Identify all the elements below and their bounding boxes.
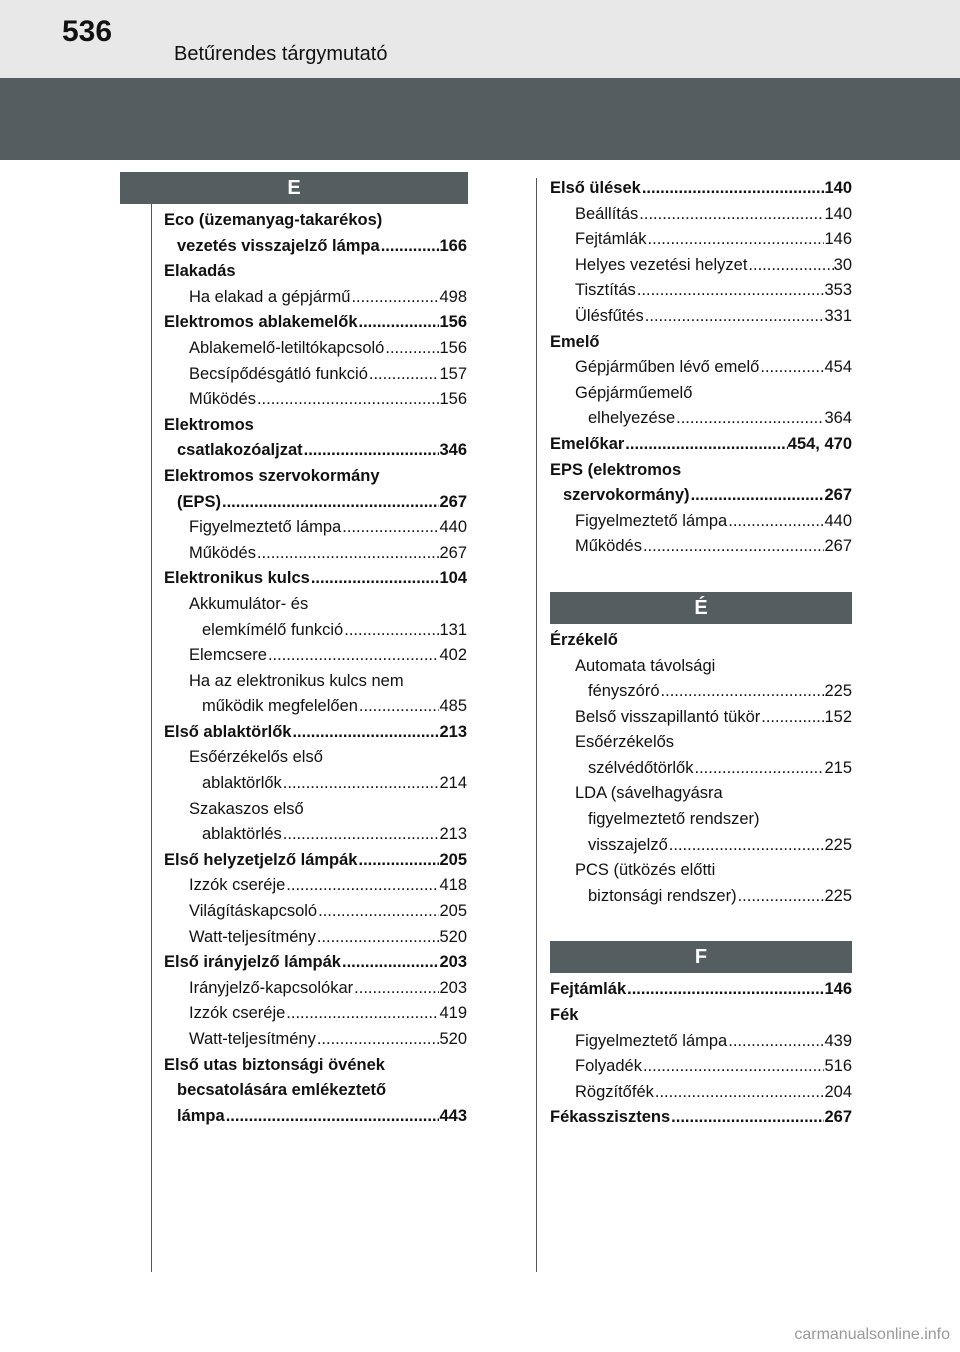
dot-leader bbox=[316, 1027, 440, 1053]
index-entry bbox=[164, 438, 467, 464]
dot-leader bbox=[256, 387, 440, 413]
entry-page-ref: 30 bbox=[833, 255, 852, 274]
index-entry bbox=[550, 432, 852, 458]
entry-term: Elemcsere bbox=[189, 646, 267, 665]
dot-leader bbox=[256, 541, 440, 567]
index-subentry bbox=[164, 797, 467, 823]
index-entry bbox=[550, 483, 852, 509]
entry-term: Gépjárműben lévő emelő bbox=[575, 358, 760, 377]
dot-leader bbox=[642, 534, 825, 560]
entry-page-ref: 205 bbox=[439, 850, 467, 869]
entry-page-ref: 146 bbox=[824, 230, 852, 249]
entry-term: Gépjárműemelő bbox=[575, 383, 693, 402]
index-entry bbox=[550, 176, 852, 202]
entry-term: Fejtámlák bbox=[575, 230, 647, 249]
dot-leader bbox=[660, 679, 825, 705]
section-letter-heading: F bbox=[550, 941, 852, 973]
entry-page-ref: 146 bbox=[824, 980, 852, 999]
entry-term: Akkumulátor- és bbox=[189, 594, 309, 613]
entry-page-ref: 454, 470 bbox=[787, 434, 852, 453]
entry-page-ref: 214 bbox=[439, 774, 467, 793]
entry-term: Működés bbox=[189, 390, 256, 409]
entry-term: Figyelmeztető lámpa bbox=[575, 1031, 728, 1050]
dot-leader bbox=[747, 253, 833, 279]
index-entry bbox=[164, 848, 467, 874]
index-subentry bbox=[550, 730, 852, 756]
entry-term: visszajelző bbox=[588, 835, 668, 854]
entry-page-ref: 157 bbox=[439, 364, 467, 383]
entry-page-ref: 203 bbox=[439, 953, 467, 972]
header-bar bbox=[0, 0, 960, 78]
dot-leader bbox=[225, 1104, 440, 1130]
index-subentry bbox=[164, 643, 467, 669]
entry-page-ref: 156 bbox=[439, 390, 467, 409]
dot-leader bbox=[727, 1029, 824, 1055]
entry-term: Működés bbox=[189, 543, 256, 562]
dot-leader bbox=[353, 976, 439, 1002]
entry-page-ref: 213 bbox=[439, 825, 467, 844]
dot-leader bbox=[282, 771, 440, 797]
dot-leader bbox=[759, 355, 824, 381]
dot-leader bbox=[358, 310, 440, 336]
entry-page-ref: 419 bbox=[439, 1004, 467, 1023]
entry-term: Ülésfűtés bbox=[575, 306, 644, 325]
index-subentry bbox=[550, 406, 852, 432]
entry-page-ref: 454 bbox=[824, 358, 852, 377]
index-entry bbox=[164, 310, 467, 336]
entry-term: Folyadék bbox=[575, 1057, 642, 1076]
index-entry bbox=[164, 720, 467, 746]
index-subentry bbox=[164, 515, 467, 541]
index-subentry bbox=[550, 355, 852, 381]
index-subentry bbox=[164, 1001, 467, 1027]
index-subentry bbox=[550, 202, 852, 228]
entry-page-ref: 364 bbox=[824, 409, 852, 428]
index-entry bbox=[164, 490, 467, 516]
index-subentry bbox=[164, 541, 467, 567]
entry-term: ablaktörlők bbox=[202, 774, 282, 793]
index-subentry bbox=[164, 694, 467, 720]
index-entry bbox=[164, 1104, 467, 1130]
entry-term: Világításkapcsoló bbox=[189, 902, 318, 921]
index-subentry bbox=[550, 278, 852, 304]
entry-term: EPS (elektromos bbox=[550, 460, 682, 479]
index-subentry bbox=[550, 756, 852, 782]
entry-page-ref: 140 bbox=[824, 179, 852, 197]
index-subentry bbox=[164, 976, 467, 1002]
index-entry bbox=[164, 1078, 467, 1104]
entry-term: Becsípődésgátló funkció bbox=[189, 364, 368, 383]
index-entry bbox=[550, 977, 852, 1003]
entry-term: Elektronikus kulcs bbox=[164, 569, 310, 588]
entry-term: Esőérzékelős bbox=[575, 733, 675, 752]
dot-leader bbox=[368, 362, 440, 388]
dot-leader bbox=[380, 234, 440, 260]
index-subentry bbox=[164, 873, 467, 899]
entry-page-ref: 402 bbox=[439, 646, 467, 665]
index-subentry bbox=[164, 362, 467, 388]
index-subentry bbox=[164, 745, 467, 771]
entry-page-ref: 267 bbox=[824, 486, 852, 505]
entry-page-ref: 225 bbox=[824, 886, 852, 905]
index-subentry bbox=[164, 285, 467, 311]
index-subentry bbox=[550, 807, 852, 833]
entry-term: Emelőkar bbox=[550, 434, 625, 453]
index-subentry bbox=[164, 925, 467, 951]
entry-term: Helyes vezetési helyzet bbox=[575, 255, 748, 274]
index-entry bbox=[164, 566, 467, 592]
entry-page-ref: 267 bbox=[439, 543, 467, 562]
entry-term: Esőérzékelős első bbox=[189, 748, 323, 767]
entry-page-ref: 156 bbox=[439, 338, 467, 357]
dot-leader bbox=[291, 720, 439, 746]
index-subentry bbox=[164, 822, 467, 848]
dot-leader bbox=[668, 833, 825, 859]
index-entry bbox=[164, 464, 467, 490]
entry-term: Figyelmeztető lámpa bbox=[189, 518, 342, 537]
entry-term: Rögzítőfék bbox=[575, 1082, 654, 1101]
index-subentry bbox=[550, 1029, 852, 1055]
index-subentry bbox=[164, 669, 467, 695]
entry-page-ref: 353 bbox=[824, 281, 852, 300]
entry-term: Szakaszos első bbox=[189, 799, 304, 818]
entry-term: Első ablaktörlők bbox=[164, 722, 292, 741]
entry-term: Fék bbox=[550, 1006, 579, 1025]
index-subentry bbox=[164, 336, 467, 362]
entry-term: figyelmeztető rendszer) bbox=[588, 810, 760, 829]
dot-leader bbox=[644, 304, 825, 330]
entry-term: Tisztítás bbox=[575, 281, 636, 300]
dot-leader bbox=[341, 515, 439, 541]
dot-leader bbox=[341, 950, 439, 976]
entry-page-ref: 418 bbox=[439, 876, 467, 895]
entry-term: Izzók cseréje bbox=[189, 876, 286, 895]
dot-leader bbox=[727, 509, 824, 535]
dot-leader bbox=[384, 336, 439, 362]
dot-leader bbox=[626, 977, 824, 1003]
running-title: Betűrendes tárgymutató bbox=[174, 43, 388, 65]
entry-page-ref: 485 bbox=[439, 697, 467, 716]
index-subentry bbox=[164, 771, 467, 797]
entry-page-ref: 267 bbox=[824, 1108, 852, 1127]
index-subentry bbox=[550, 509, 852, 535]
index-entry bbox=[164, 413, 467, 439]
entry-page-ref: 267 bbox=[824, 537, 852, 556]
index-subentry bbox=[550, 1054, 852, 1080]
entry-page-ref: 443 bbox=[439, 1106, 467, 1125]
entry-term: szélvédőtörlők bbox=[588, 758, 694, 777]
entry-term: Elektromos szervokormány bbox=[164, 466, 380, 485]
entry-term: Beállítás bbox=[575, 204, 639, 223]
entry-term: Izzók cseréje bbox=[189, 1004, 286, 1023]
header-band bbox=[0, 78, 960, 160]
index-subentry bbox=[164, 1027, 467, 1053]
section-gap bbox=[550, 909, 852, 941]
index-entry bbox=[550, 628, 852, 654]
dot-leader bbox=[358, 848, 440, 874]
dot-leader bbox=[267, 643, 440, 669]
dot-leader bbox=[343, 618, 439, 644]
entry-term: becsatolására emlékeztető bbox=[177, 1081, 387, 1100]
index-entry bbox=[550, 330, 852, 356]
footer-watermark: carmanualsonline.info bbox=[794, 1326, 950, 1343]
entry-page-ref: 203 bbox=[439, 978, 467, 997]
entry-term: Elektromos bbox=[164, 415, 254, 434]
entry-term: szervokormány) bbox=[563, 486, 690, 505]
entry-page-ref: 520 bbox=[439, 927, 467, 946]
index-subentry bbox=[550, 679, 852, 705]
index-entry bbox=[164, 208, 467, 234]
entry-term: Belső visszapillantó tükör bbox=[575, 707, 761, 726]
dot-leader bbox=[285, 873, 439, 899]
entry-term: Elektromos ablakemelők bbox=[164, 313, 358, 332]
entry-page-ref: 152 bbox=[824, 707, 852, 726]
entry-page-ref: 131 bbox=[439, 620, 467, 639]
entry-page-ref: 331 bbox=[824, 306, 852, 325]
dot-leader bbox=[642, 1054, 825, 1080]
entry-page-ref: 267 bbox=[439, 492, 467, 511]
column-rule-right bbox=[536, 178, 537, 1272]
entry-page-ref: 205 bbox=[439, 902, 467, 921]
index-subentry bbox=[550, 381, 852, 407]
index-subentry bbox=[550, 304, 852, 330]
section-letter-heading: E bbox=[120, 172, 468, 204]
index-subentry bbox=[550, 654, 852, 680]
entry-term: PCS (ütközés előtti bbox=[575, 861, 716, 880]
entry-term: elhelyezése bbox=[588, 409, 676, 428]
index-subentry bbox=[164, 618, 467, 644]
entry-page-ref: 215 bbox=[824, 758, 852, 777]
entry-term: Első ülések bbox=[550, 179, 641, 197]
entry-term: Elakadás bbox=[164, 262, 236, 281]
index-entry bbox=[550, 1003, 852, 1029]
index-subentry bbox=[550, 227, 852, 253]
index-entry bbox=[164, 259, 467, 285]
entry-term: Első utas biztonsági övének bbox=[164, 1055, 385, 1074]
dot-leader bbox=[358, 694, 440, 720]
entry-page-ref: 166 bbox=[439, 236, 467, 255]
entry-term: csatlakozóaljzat bbox=[177, 441, 303, 460]
dot-leader bbox=[675, 406, 824, 432]
dot-leader bbox=[285, 1001, 439, 1027]
entry-page-ref: 225 bbox=[824, 835, 852, 854]
entry-page-ref: 225 bbox=[824, 682, 852, 701]
entry-term: Fejtámlák bbox=[550, 980, 627, 999]
entry-page-ref: 516 bbox=[824, 1057, 852, 1076]
dot-leader bbox=[317, 899, 439, 925]
dot-leader bbox=[670, 1105, 824, 1131]
index-entry bbox=[164, 1053, 467, 1079]
index-column-left bbox=[120, 172, 468, 1129]
entry-term: Érzékelő bbox=[550, 630, 618, 649]
index-subentry bbox=[550, 534, 852, 560]
index-subentry bbox=[550, 1080, 852, 1106]
entry-term: elemkímélő funkció bbox=[202, 620, 344, 639]
dot-leader bbox=[636, 278, 825, 304]
entry-page-ref: 440 bbox=[439, 518, 467, 537]
entry-page-ref: 498 bbox=[439, 287, 467, 306]
index-subentry bbox=[550, 833, 852, 859]
entry-term: Irányjelző-kapcsolókar bbox=[189, 978, 354, 997]
dot-leader bbox=[737, 884, 825, 910]
entry-page-ref: 156 bbox=[439, 313, 467, 332]
entry-page-ref: 104 bbox=[439, 569, 467, 588]
index-subentry bbox=[550, 253, 852, 279]
entry-term: Figyelmeztető lámpa bbox=[575, 511, 728, 530]
index-entry bbox=[550, 458, 852, 484]
entry-term: Működés bbox=[575, 537, 642, 556]
entry-term: Első irányjelző lámpák bbox=[164, 953, 341, 972]
index-subentry bbox=[164, 387, 467, 413]
entry-term: Watt-teljesítmény bbox=[189, 927, 316, 946]
entry-term: LDA (sávelhagyásra bbox=[575, 784, 723, 803]
entry-page-ref: 204 bbox=[824, 1082, 852, 1101]
dot-leader bbox=[282, 822, 440, 848]
dot-leader bbox=[303, 438, 440, 464]
index-subentry bbox=[164, 592, 467, 618]
entry-page-ref: 213 bbox=[439, 722, 467, 741]
index-entry bbox=[164, 950, 467, 976]
index-subentry bbox=[164, 899, 467, 925]
entry-term: működik megfelelően bbox=[202, 697, 358, 716]
dot-leader bbox=[624, 432, 787, 458]
entry-term: Ha az elektronikus kulcs nem bbox=[189, 671, 404, 690]
dot-leader bbox=[693, 756, 824, 782]
dot-leader bbox=[760, 705, 824, 731]
dot-leader bbox=[641, 176, 825, 202]
entry-term: Eco (üzemanyag-takarékos) bbox=[164, 211, 383, 229]
dot-leader bbox=[310, 566, 440, 592]
entry-term: ablaktörlés bbox=[202, 825, 282, 844]
entry-term: Fékasszisztens bbox=[550, 1108, 671, 1127]
dot-leader bbox=[316, 925, 440, 951]
entry-term: Ablakemelő-letiltókapcsoló bbox=[189, 338, 385, 357]
index-subentry bbox=[550, 858, 852, 884]
entry-term: Watt-teljesítmény bbox=[189, 1030, 316, 1048]
index-subentry bbox=[550, 781, 852, 807]
dot-leader bbox=[221, 490, 439, 516]
entry-page-ref: 140 bbox=[824, 204, 852, 223]
section-letter-heading: É bbox=[550, 592, 852, 624]
index-subentry bbox=[550, 705, 852, 731]
entry-term: Ha elakad a gépjármű bbox=[189, 287, 351, 306]
dot-leader bbox=[350, 285, 439, 311]
entry-term: (EPS) bbox=[177, 492, 222, 511]
entry-term: fényszóró bbox=[588, 682, 660, 701]
entry-page-ref: 439 bbox=[824, 1031, 852, 1050]
index-subentry bbox=[550, 884, 852, 910]
index-entry bbox=[164, 234, 467, 260]
section-gap bbox=[550, 560, 852, 592]
index-column-right bbox=[550, 176, 852, 1131]
dot-leader bbox=[647, 227, 825, 253]
entry-term: Automata távolsági bbox=[575, 656, 716, 675]
entry-page-ref: 440 bbox=[824, 511, 852, 530]
dot-leader bbox=[690, 483, 825, 509]
entry-term: lámpa bbox=[177, 1106, 225, 1125]
dot-leader bbox=[654, 1080, 825, 1106]
entry-page-ref: 346 bbox=[439, 441, 467, 460]
entry-term: Első helyzetjelző lámpák bbox=[164, 850, 358, 869]
index-entry bbox=[550, 1105, 852, 1131]
entry-term: vezetés visszajelző lámpa bbox=[177, 236, 380, 255]
entry-term: Emelő bbox=[550, 332, 600, 351]
page-number: 536 bbox=[62, 15, 113, 48]
entry-page-ref: 520 bbox=[439, 1030, 467, 1048]
entry-term: biztonsági rendszer) bbox=[588, 886, 737, 905]
dot-leader bbox=[638, 202, 824, 228]
